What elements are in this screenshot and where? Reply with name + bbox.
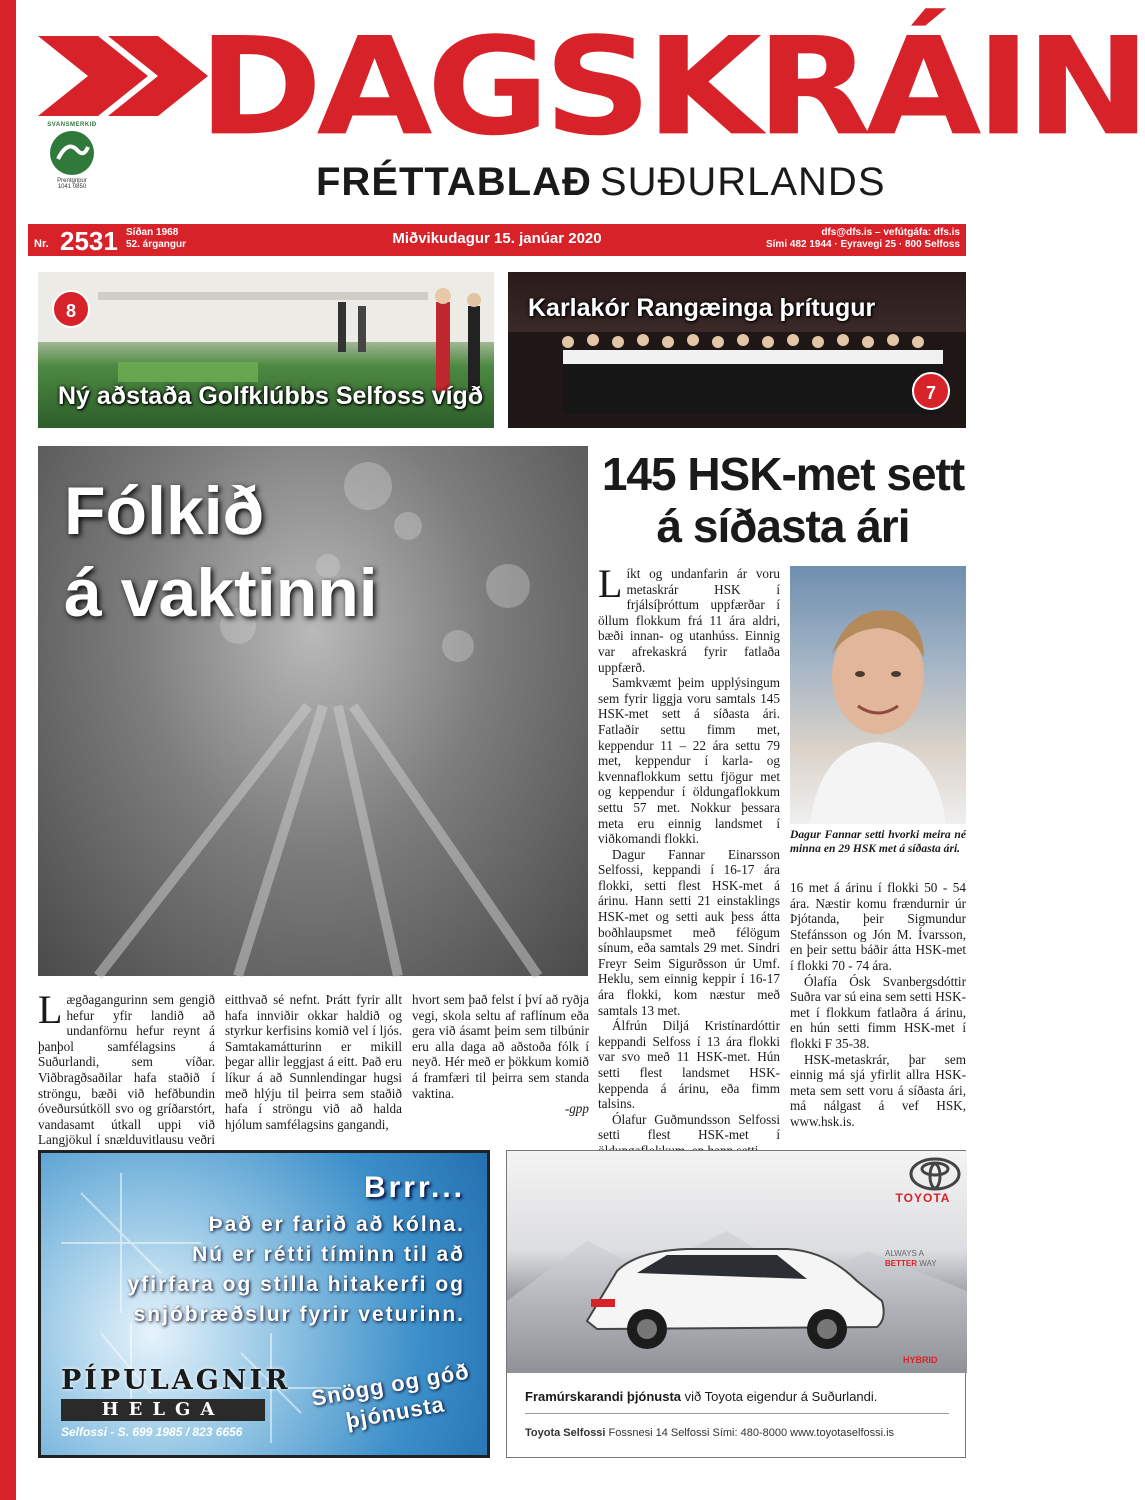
- ecolabel-line2: 1041 0850: [57, 184, 87, 190]
- ad-plumbing-line4: snjóbræðslur fyrir veturinn.: [133, 1303, 465, 1326]
- article-p6: 16 met á árinu í flokki 50 - 54 ára. Næstir komu frændurnir úr Þjótanda, þeir Sigmundur Stefánsson og Jón M. Ívarsson, en þeir settu báðir átta HSK-met í flokki 70 - 74 ára.: [790, 880, 966, 973]
- story-golf[interactable]: [38, 272, 494, 428]
- ecolabel-top: SVANSMERKIÐ: [47, 122, 97, 128]
- masthead-subtitle: [316, 162, 886, 202]
- article-p5: Ólafur Guðmundsson Selfossi setti flest HSK-met í: [598, 1111, 780, 1143]
- ad-plumbing-brand1: PÍPULAGNIR: [61, 1365, 291, 1396]
- ad-plumbing-phone: Selfossi - S. 699 1985 / 823 6656: [61, 1425, 243, 1439]
- contact-address: Sími 482 1944 · Eyravegi 25 · 800 Selfoss: [765, 239, 960, 250]
- swan-label-icon: [48, 129, 96, 177]
- feature-title-line2: á vaktinni: [64, 555, 378, 631]
- feature-col3-text: hvort sem það felst í því að ryðja vegi, skola seltu af raflínum eða gera við ásamt þeim sem tilbúnir eru alla daga að aðstoða fólk í neyð. Hér með er þökkum komið á framfæri til þeirra sem standa vaktina.: [412, 992, 589, 1101]
- ad-plumbing-line2: Nú er rétti tíminn til að: [192, 1243, 465, 1266]
- toyota-hybrid-badge: HYBRID: [903, 1355, 938, 1365]
- issue-date: Miðvikudagur 15. janúar 2020: [392, 230, 602, 247]
- way-text: WAY: [919, 1259, 937, 1268]
- portrait-photo-icon: [790, 566, 966, 824]
- toyota-dealer-info: [525, 1427, 894, 1439]
- page-badge-8: 8: [52, 290, 90, 328]
- left-red-stripe: [0, 0, 16, 1500]
- issue-nr-label: Nr.: [34, 238, 49, 250]
- article-p7: Ólafía Ósk Svanbergsdóttir Suðra var sú eina sem setti HSK-met í flokkum fatlaðra á árinu, en hún setti fimm HSK-met í flokki F 35-38.: [790, 973, 966, 1051]
- issue-info-bar: [28, 224, 966, 256]
- feature-signature: -gpp: [564, 1101, 589, 1117]
- ad-plumbing-brand2: HELGA: [61, 1399, 265, 1421]
- logo-wordmark: DAGSKRÁIN: [198, 9, 1145, 166]
- feature-dropcap: L: [38, 987, 63, 1032]
- since-year: Síðan 1968: [126, 227, 179, 238]
- feature-col2-text: eitthvað sé nefnt. Þrátt fyrir allt hafa innviðir okkar haldið og styrkur kerfisins komið vel í ljós. Samtakamátturinn er mikill þegar allir leggjast á eitt. Það eru líkur á að Sunnlendingar hugsi með hlýju til þeirra sem staðið hafa í ströngu við að halda hjólum samfélagsins gangandi,: [225, 992, 402, 1132]
- masthead: [28, 9, 1145, 230]
- article-col-1: [598, 561, 780, 1159]
- portrait-caption: Dagur Fannar setti hvorki meira né minna en 29 HSK met á síðasta ári.: [790, 828, 966, 855]
- subtitle-bold: FRÉTTABLAÐ: [316, 160, 592, 204]
- ad-plumbing-line3: yfirfara og stilla hitakerfi og: [127, 1273, 465, 1296]
- issue-number: 2531: [60, 226, 118, 256]
- article-p1: íkt og undanfarin ár voru metaskrár HSK í frjálsíþróttum uppfærðar í öllum flokkum frá 11 ára aldri, bæði innan- og utanhúss. Einnig var afrekaskrá fyrir fatlaða uppfærð.: [598, 566, 780, 675]
- feature-image: [38, 446, 588, 976]
- article-dropcap: L: [598, 561, 623, 606]
- always-text: ALWAYS A: [885, 1249, 924, 1258]
- ecolabel: [40, 122, 104, 190]
- ad-plumbing-headline: Brrr...: [363, 1171, 465, 1204]
- feature-text-col-3: [412, 992, 589, 1117]
- toyota-tagline: [525, 1389, 877, 1404]
- tagline-rest: við Toyota eigendur á Suðurlandi.: [681, 1389, 878, 1404]
- volume: 52. árgangur: [126, 239, 187, 250]
- story-golf-title: Ný aðstaða Golfklúbbs Selfoss vígð: [58, 382, 484, 410]
- headline-line1: 145 HSK-met sett: [601, 448, 965, 500]
- article-p2: Samkvæmt þeim upplýsingum sem fyrir liggja voru samtals 145 HSK-met sett á síðasta ári. Fatlaðir settu fimm met, keppendur 11 – 22 ára settu 79 met, keppendur í karla- og kvennaflokkum settu fjögur met og keppendur í öldungaflokkum settu 57 met. Nokkur þessara meta eru einnig landsmet í viðkomandi flokki.: [598, 675, 780, 847]
- tagline-bold: Framúrskarandi þjónusta: [525, 1389, 682, 1404]
- dealer-name: Toyota Selfossi: [525, 1427, 606, 1439]
- dealer-details: Fossnesi 14 Selfossi Sími: 480-8000 www.toyotaselfossi.is: [605, 1427, 895, 1439]
- ad-plumbing[interactable]: [38, 1150, 490, 1458]
- ecolabel-line1: Prentgripur: [57, 178, 87, 184]
- article-p8: HSK-metaskrár, þar sem einnig má sjá yfirlit allra HSK-meta sem sett voru á síðasta ári, má nálgast á vef HSK, www.hsk.is.: [790, 1051, 966, 1129]
- ad-plumbing-slogan: Snögg og góð þjónusta: [309, 1358, 472, 1434]
- subtitle-light: SUÐURLANDS: [599, 160, 886, 204]
- article-headline: [598, 448, 968, 552]
- page-badge-7: 7: [912, 372, 950, 410]
- article-col-2: [790, 880, 966, 1130]
- toyota-wordmark: TOYOTA: [895, 1191, 951, 1205]
- toyota-emblem-icon: [907, 1157, 963, 1191]
- story-choir[interactable]: [508, 272, 966, 428]
- contact-info: [766, 227, 960, 251]
- toyota-always-slogan: [885, 1249, 937, 1269]
- feature-col1-text: ægðagangurinn sem gengið hefur yfir landið að undanförnu hefur reynt á þanþol samfélagsins á Suðurlandi, sem víðar. Viðbragðsaðilar hafa staðið í ströngu, bæði við hefðbundin óveðursútköll svo og gríðarstórt, vandasamt útkall uppi við Langjökul í snælduvitlausu veðri: [38, 992, 215, 1148]
- ad-plumbing-line1: Það er farið að kólna.: [208, 1213, 465, 1236]
- contact-email: dfs@dfs.is – vefútgáfa: dfs.is: [821, 227, 960, 238]
- feature-title: [64, 470, 378, 634]
- ad-toyota[interactable]: [506, 1150, 966, 1458]
- toyota-divider: [525, 1413, 949, 1414]
- better-text: BETTER: [885, 1259, 917, 1268]
- athlete-portrait-image: [790, 566, 966, 824]
- headline-line2: á síðasta ári: [656, 500, 910, 552]
- article-p3: Dagur Fannar Einarsson Selfossi, keppandi í 16-17 ára flokki, setti flest HSK-met á árinu. Hann setti 21 einstaklings HSK-met og setti auk þess átta boðhlaupsmet með félögum sínum, eða samtals 29 met. Sindri Freyr Seim Sigurðsson úr Umf. Heklu, sem einnig keppir í 16-17 ára flokki, kom næstur með samtals 13 met.: [598, 846, 780, 1018]
- feature-text-col-2: [225, 992, 402, 1132]
- story-choir-title: Karlakór Rangæinga þrítugur: [528, 294, 876, 322]
- article-p4: Álfrún Diljá Kristínardóttir keppandi Selfoss í 13 ára flokki var svo með 11 HSK-met. Hún setti flest landsmet HSK-keppenda á árinu, eða fimm talsins.: [598, 1018, 780, 1112]
- feature-text-col-1: [38, 987, 215, 1164]
- feature-title-line1: Fólkið: [64, 473, 265, 549]
